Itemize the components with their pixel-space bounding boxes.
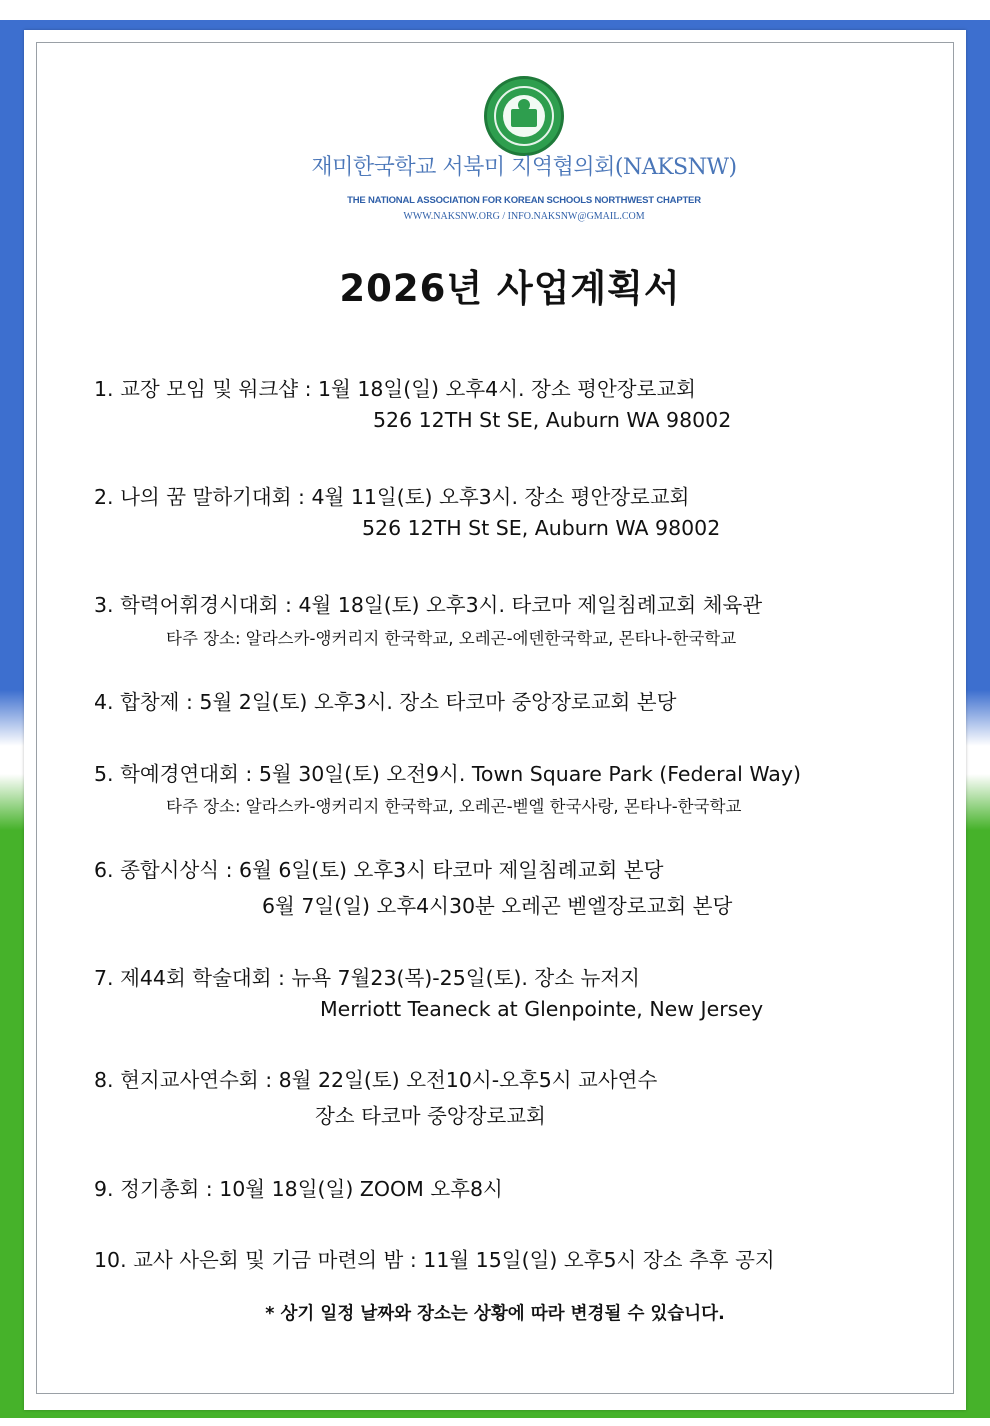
item-7-line-1: 7. 제44회 학술대회 : 뉴욕 7월23(목)-25일(토). 장소 뉴저지 — [94, 966, 640, 990]
logo-book — [511, 109, 537, 127]
item-8-line-2: 장소 타코마 중앙장로교회 — [315, 1104, 546, 1128]
item-6-line-2: 6월 7일(일) 오후4시30분 오레곤 벧엘장로교회 본당 — [262, 894, 733, 918]
item-5-line-2: 타주 장소: 알라스카-앵커리지 한국학교, 오레곤-벧엘 한국사랑, 몬타나-한국학교 — [166, 797, 742, 816]
item-2-line-2: 526 12TH St SE, Auburn WA 98002 — [362, 516, 721, 540]
item-10-line-1: 10. 교사 사은회 및 기금 마련의 밤 : 11월 15일(일) 오후5시 장소 추후 공지 — [94, 1248, 775, 1272]
item-1-line-2: 526 12TH St SE, Auburn WA 98002 — [373, 408, 732, 432]
item-6-line-1: 6. 종합시상식 : 6월 6일(토) 오후3시 타코마 제일침례교회 본당 — [94, 858, 664, 882]
item-4-line-1: 4. 합창제 : 5월 2일(토) 오후3시. 장소 타코마 중앙장로교회 본당 — [94, 690, 677, 714]
item-9-line-1: 9. 정기총회 : 10월 18일(일) ZOOM 오후8시 — [94, 1177, 503, 1201]
frame-top-margin — [0, 0, 990, 20]
disclaimer-note: * 상기 일정 날짜와 장소는 상황에 따라 변경될 수 있습니다. — [265, 1304, 725, 1324]
frame-bottom-margin — [0, 1418, 990, 1426]
association-logo-icon — [484, 76, 564, 156]
item-1-line-1: 1. 교장 모임 및 워크샵 : 1월 18일(일) 오후4시. 장소 평안장로교회 — [94, 377, 696, 401]
org-name-korean: 재미한국학교 서북미 지역협의회(NAKSNW) — [311, 155, 737, 180]
item-3-line-2: 타주 장소: 알라스카-앵커리지 한국학교, 오레곤-에덴한국학교, 몬타나-한국학교 — [166, 629, 737, 648]
item-5-line-1: 5. 학예경연대회 : 5월 30일(토) 오전9시. Town Square Park (Federal Way) — [94, 762, 802, 786]
item-7-line-2: Merriott Teaneck at Glenpointe, New Jersey — [320, 997, 764, 1021]
org-contact: WWW.NAKSNW.ORG / INFO.NAKSNW@GMAIL.COM — [403, 211, 645, 222]
item-8-line-1: 8. 현지교사연수회 : 8월 22일(토) 오전10시-오후5시 교사연수 — [94, 1068, 658, 1092]
org-name-english: THE NATIONAL ASSOCIATION FOR KOREAN SCHOOLS NORTHWEST CHAPTER — [347, 195, 701, 206]
item-2-line-1: 2. 나의 꿈 말하기대회 : 4월 11일(토) 오후3시. 장소 평안장로교회 — [94, 485, 690, 509]
page-title: 2026년 사업계획서 — [339, 267, 681, 310]
item-3-line-1: 3. 학력어휘경시대회 : 4월 18일(토) 오후3시. 타코마 제일침례교회 체육관 — [94, 593, 763, 617]
